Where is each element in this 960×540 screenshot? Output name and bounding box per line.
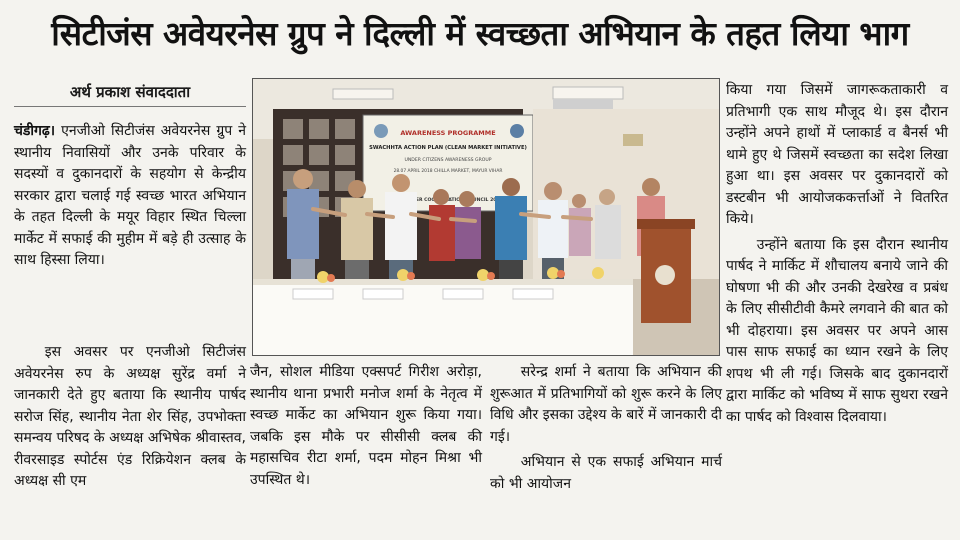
banner-line: 28.07 APRIL 2018 CHILLA MARKET, MAYUR VIHAR (393, 169, 503, 174)
article-paragraph: इस अवसर पर एनजीओ सिटीजंस अवेयरनेस रुप के अध्यक्ष सुरेंद्र वर्मा ने जानकारी देते हुए बताया कि स्थानीय पार्षद सरोज सिंह, स्थानीय नेता शेर सिंह, उपभोक्ता समन्वय परिषद के अध्यक्ष अभिषेक श्रीवास्तव, रीवरसाइड स्पोर्टस एंड रिक्रियेशन क्लब के अध्यक्ष सी एम (14, 344, 246, 489)
banner-line: SWACHHTA ACTION PLAN (CLEAN MARKET INITIATIVE) (369, 145, 527, 151)
article-column-3 (490, 362, 722, 495)
news-photo (252, 78, 720, 356)
article-paragraph: उन्होंने बताया कि इस दौरान स्थानीय पार्षद ने मार्किट में शौचालय बनाये जाने की घोषणा भी की और उनकी देखरेख व प्रबंध के लिए सीसीटीवी कैमरे लगवाने की बात को भी दोहराया। इस अवसर पर अपने आस पास साफ सफाई का ध्यान रखने के लिए शपथ भी ली गई। जिसके बाद दुकानदारों द्वारा मार्किट को भविष्य में साफ सुथरा रखने का पार्षद को विश्वास दिलवाया। (726, 236, 948, 425)
article-paragraph (14, 121, 246, 272)
photo-illustration (253, 79, 719, 355)
article-paragraph: अभियान से एक सफाई अभियान मार्च को भी आयोजन (490, 454, 722, 492)
headline: सिटीजंस अवेयरनेस ग्रुप ने दिल्ली में स्वच्छता अभियान के तहत लिया भाग (51, 14, 909, 53)
banner-line: COUNCIL (465, 198, 489, 203)
dateline-city: चंडीगढ़। (14, 123, 56, 139)
article-column-2 (250, 362, 482, 491)
byline: अर्थ प्रकाश संवाददाता (14, 78, 246, 107)
article-column-1 (14, 121, 246, 272)
banner-line: AWARENESS PROGRAMME (400, 129, 496, 137)
banner-line: UNDER CITIZENS AWARENESS GROUP (404, 158, 492, 163)
article-paragraph: जैन, सोशल मीडिया एक्सपर्ट गिरीश अरोड़ा, स्थानीय थाना प्रभारी मनोज शर्मा के नेतृत्व में स्वच्छ मार्केट का अभियान शुरू किया गया। जबकि इस मौके पर सीसीसी क्लब की महासचिव रीटा शर्मा, पदम मोहन मिश्रा भी उपस्थित थे। (250, 364, 482, 488)
article-column-4 (726, 80, 948, 428)
paragraph-text: एनजीओ सिटीजंस अवेयरनेस ग्रुप ने स्थानीय निवासियों और उनके परिवार के सदस्यों व दुकानदारों के सहयोग से केन्द्रीय सरकार द्वारा चलाई गई स्वच्छ भारत अभियान के तहत दिल्ली के मयूर विहार स्थित चिल्ला मार्केट में सफाई की मुहीम में बड़े ही उत्साह के साथ हिस्सा लिया। (14, 123, 247, 268)
article-column-1-continued (14, 342, 246, 493)
article-paragraph: किया गया जिसमें जागरूकताकारी व प्रतिभागी एक साथ मौजूद थे। इस दौरान उन्होंने अपने हाथों में प्लाकार्ड व बैनर्स भी थामे हुए थे जिसमें स्वच्छता का सदेश लिखा हुआ था। इस अवसर पर दुकानदारों को डस्टबीन भी आयोजककर्त्ताओं ने वितरित किये। (726, 82, 948, 227)
article-paragraph: सरेन्द्र शर्मा ने बताया कि अभियान की शुरूआत में प्रतिभागियों को शुरू करने के लिए विधि और इसका उद्देश्य के बारें में जानकारी दी गई। (490, 364, 722, 445)
